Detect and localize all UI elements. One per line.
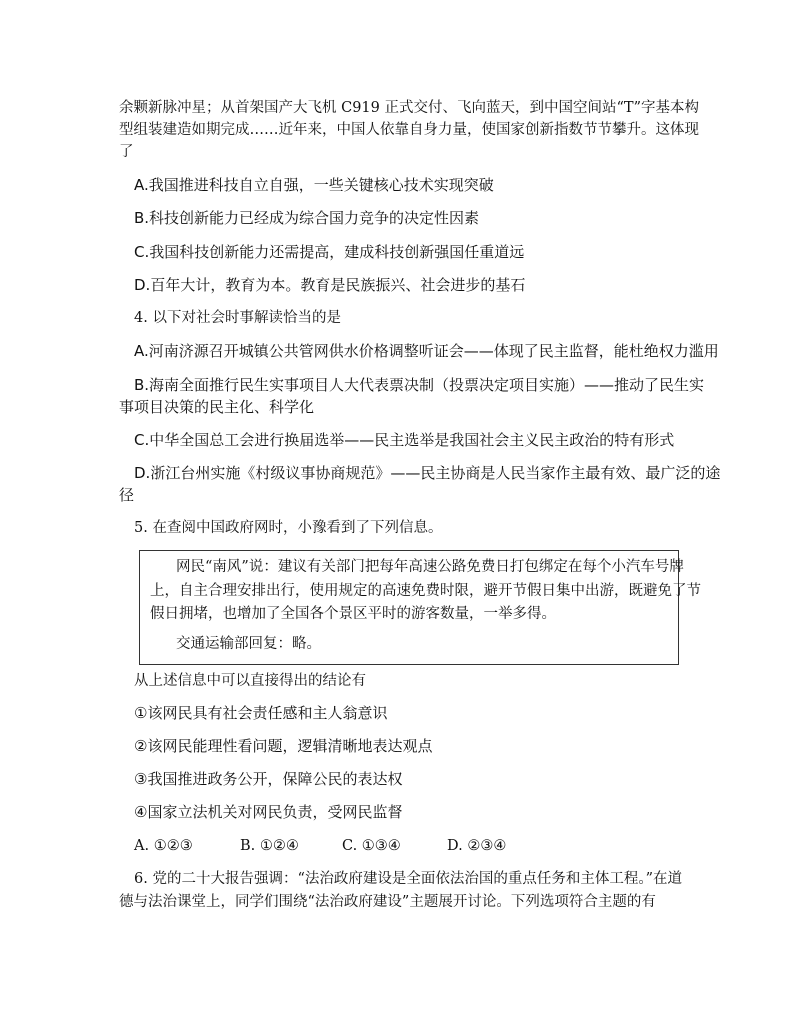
q5-choice-b: B. ①②④ (240, 838, 299, 854)
q5-box-line-3: 假日拥堵，也增加了全国各个景区平时的游客数量，一举多得。 (150, 606, 556, 622)
q4-stem: 4. 以下对社会时事解读恰当的是 (134, 310, 341, 326)
q4-option-d-line-2: 径 (119, 486, 135, 504)
q5-box-line-1: 网民“南风”说：建议有关部门把每年高速公路免费日打包绑定在每个小汽车号牌 (176, 559, 684, 575)
q3-option-a: A.我国推进科技自立自强，一些关键核心技术实现突破 (134, 176, 494, 194)
q3-option-b: B.科技创新能力已经成为综合国力竞争的决定性因素 (134, 209, 480, 227)
q5-conclusion: 从上述信息中可以直接得出的结论有 (134, 673, 366, 689)
q5-item-3: ③我国推进政务公开，保障公民的表达权 (134, 770, 403, 788)
q5-choice-a: A. ①②③ (134, 838, 193, 854)
q5-stem: 5. 在查阅中国政府网时，小豫看到了下列信息。 (134, 520, 443, 536)
q6-stem-line-2: 德与法治课堂上，同学们围绕“法治政府建设”主题展开讨论。下列选项符合主题的有 (119, 894, 656, 910)
q5-item-4: ④国家立法机关对网民负责，受网民监督 (134, 803, 403, 821)
q4-option-d-line-1: D.浙江台州实施《村级议事协商规范》——民主协商是人民当家作主最有效、最广泛的途 (134, 464, 721, 482)
q3-option-d: D.百年大计，教育为本。教育是民族振兴、社会进步的基石 (134, 276, 526, 294)
q3-stem-line-3: 了 (119, 144, 134, 160)
q6-stem-line-1: 6. 党的二十大报告强调：“法治政府建设是全面依法治国的重点任务和主体工程。”在道 (134, 871, 683, 887)
q5-item-2: ②该网民能理性看问题，逻辑清晰地表达观点 (134, 737, 433, 755)
q4-option-c: C.中华全国总工会进行换届选举——民主选举是我国社会主义民主政治的特有形式 (134, 431, 675, 449)
q3-option-c: C.我国科技创新能力还需提高，建成科技创新强国任重道远 (134, 243, 525, 261)
q3-stem-line-2: 型组装建造如期完成……近年来，中国人依靠自身力量，使国家创新指数节节攀升。这体现 (119, 122, 699, 138)
q3-stem-line-1: 余颗新脉冲星；从首架国产大飞机 C919 正式交付、飞向蓝天，到中国空间站“T”字基本构 (119, 100, 699, 116)
q5-box-line-4: 交通运输部回复：略。 (176, 636, 321, 652)
q4-option-b-line-2: 事项目决策的民主化、科学化 (119, 398, 315, 416)
q5-item-1: ①该网民具有社会责任感和主人翁意识 (134, 704, 388, 722)
q4-option-a: A.河南济源召开城镇公共管网供水价格调整听证会——体现了民主监督，能杜绝权力滥用 (134, 342, 719, 360)
q5-choice-d: D. ②③④ (447, 838, 507, 854)
q5-box-line-2: 上，自主合理安排出行，使用规定的高速免费时限，避开节假日集中出游，既避免了节 (150, 583, 701, 599)
q5-choice-c: C. ①③④ (342, 838, 401, 854)
q4-option-b-line-1: B.海南全面推行民生实事项目人大代表票决制（投票决定项目实施）——推动了民生实 (134, 376, 705, 394)
